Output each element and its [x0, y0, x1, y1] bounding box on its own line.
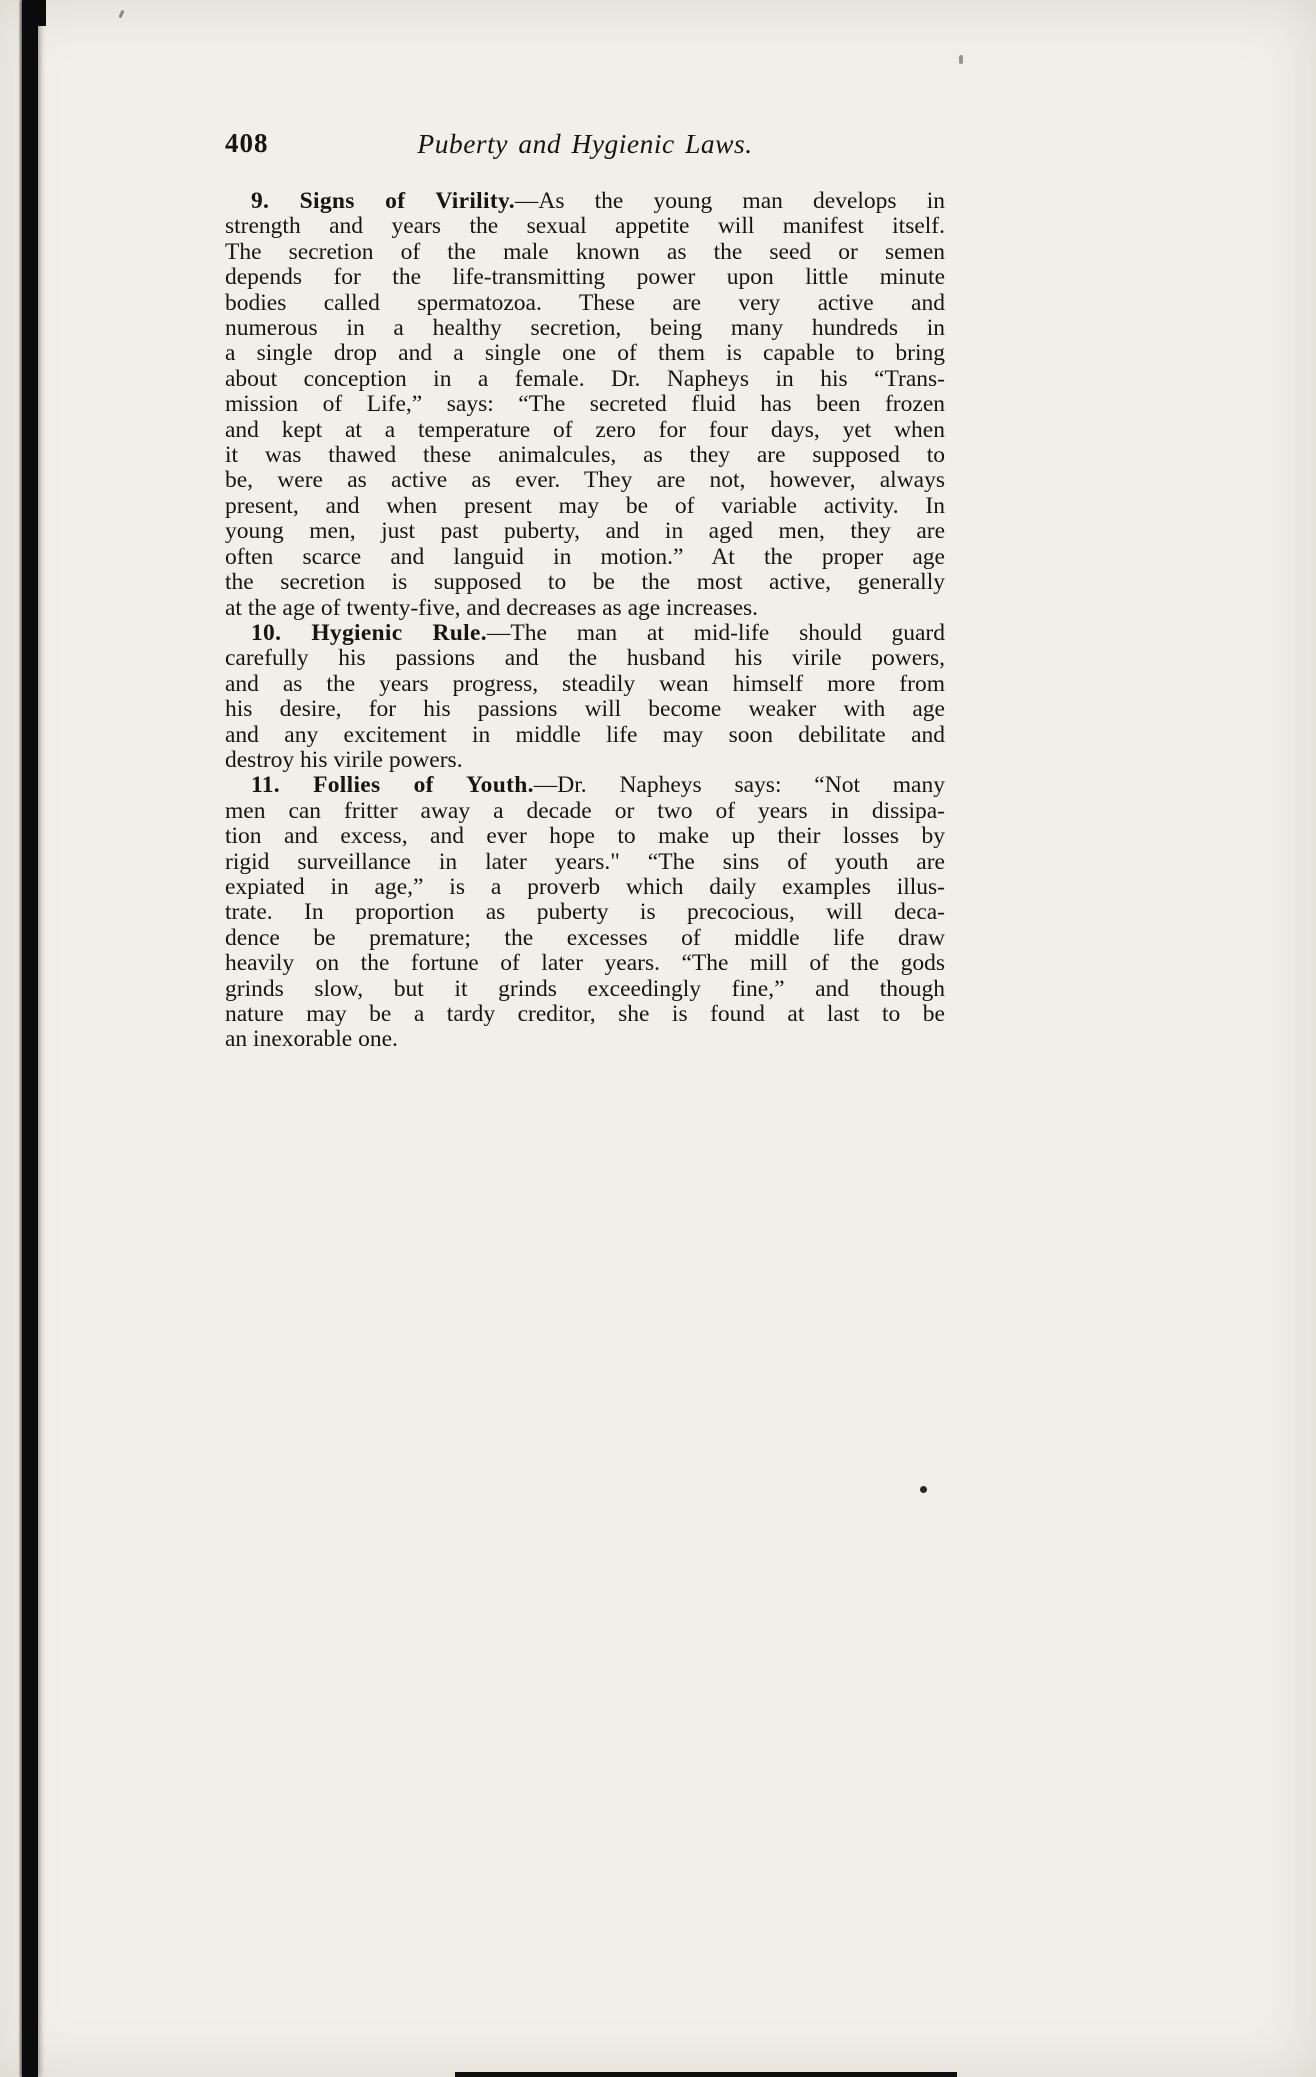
running-title: Puberty and Hygienic Laws.: [417, 128, 753, 159]
text-line: and as the years progress, steadily wean himself more from: [225, 670, 945, 697]
print-speck: [920, 1486, 927, 1493]
text-line: it was thawed these animalcules, as they are supposed to: [225, 442, 945, 469]
text-line: carefully his passions and the husband his virile powers,: [225, 645, 945, 672]
text-line: mission of Life,” says: “The secreted fluid has been frozen: [225, 391, 945, 418]
paragraph-first-line: [225, 621, 945, 646]
section-heading: 9. Signs of Virility.: [251, 188, 515, 214]
line-text: —The man at mid-life should guard: [486, 619, 945, 646]
text-line: young men, just past puberty, and in aged men, they are: [225, 518, 945, 545]
text-line: and kept at a temperature of zero for four days, yet when: [225, 416, 945, 443]
text-line: strength and years the sexual appetite will manifest itself.: [225, 213, 945, 240]
text-line: expiated in age,” is a proverb which daily examples illus-: [225, 873, 945, 900]
text-line: numerous in a healthy secretion, being many hundreds in: [225, 315, 945, 342]
line-text: —As the young man develops in: [514, 188, 945, 214]
section-heading: 10. Hygienic Rule.: [251, 619, 487, 646]
text-line: dence be premature; the excesses of middle life draw: [225, 924, 945, 951]
text-line: tion and excess, and ever hope to make up their losses by: [225, 823, 945, 850]
page-number: 408: [225, 128, 269, 158]
paragraph: [225, 189, 945, 621]
text-line: rigid surveillance in later years." “The sins of youth are: [225, 848, 945, 875]
paragraph-first-line: [225, 773, 945, 798]
text-line: at the age of twenty-five, and decreases as age increases.: [225, 594, 759, 621]
text-line: nature may be a tardy creditor, she is found at last to be: [225, 1001, 945, 1027]
text-line: trate. In proportion as puberty is precocious, will deca-: [225, 899, 945, 926]
scan-artifact-line: [455, 2072, 957, 2077]
section-heading: 11. Follies of Youth.: [251, 772, 534, 799]
text-line: men can fritter away a decade or two of years in dissipa-: [225, 797, 945, 824]
text-line: about conception in a female. Dr. Napheys in his “Trans-: [225, 365, 945, 392]
page-body: [225, 189, 945, 1053]
print-speck: [118, 10, 124, 19]
text-line: The secretion of the male known as the seed or semen: [225, 238, 945, 265]
paragraph: [225, 773, 945, 1052]
text-line: a single drop and a single one of them is capable to bring: [225, 340, 945, 367]
paragraph-first-line: [225, 189, 945, 214]
text-line: grinds slow, but it grinds exceedingly fine,” and though: [225, 975, 945, 1002]
text-line: depends for the life-transmitting power upon little minute: [225, 264, 945, 291]
text-line: an inexorable one.: [225, 1026, 398, 1053]
text-line: and any excitement in middle life may soon debilitate and: [225, 721, 945, 748]
text-line: destroy his virile powers.: [225, 746, 463, 773]
page-header: [225, 128, 945, 168]
book-binding-edge-top: [22, 0, 46, 26]
text-line: the secretion is supposed to be the most active, generally: [225, 569, 945, 596]
text-line: bodies called spermatozoa. These are very active and: [225, 289, 945, 316]
paragraph: [225, 621, 945, 773]
text-line: present, and when present may be of variable activity. In: [225, 492, 945, 519]
text-line: his desire, for his passions will become weaker with age: [225, 696, 945, 723]
book-binding-edge: [22, 0, 38, 2077]
text-line: be, were as active as ever. They are not, however, always: [225, 467, 945, 494]
print-speck: [959, 55, 963, 64]
text-line: often scarce and languid in motion.” At the proper age: [225, 543, 945, 570]
text-line: heavily on the fortune of later years. “The mill of the gods: [225, 950, 945, 977]
line-text: —Dr. Napheys says: “Not many: [533, 772, 945, 799]
